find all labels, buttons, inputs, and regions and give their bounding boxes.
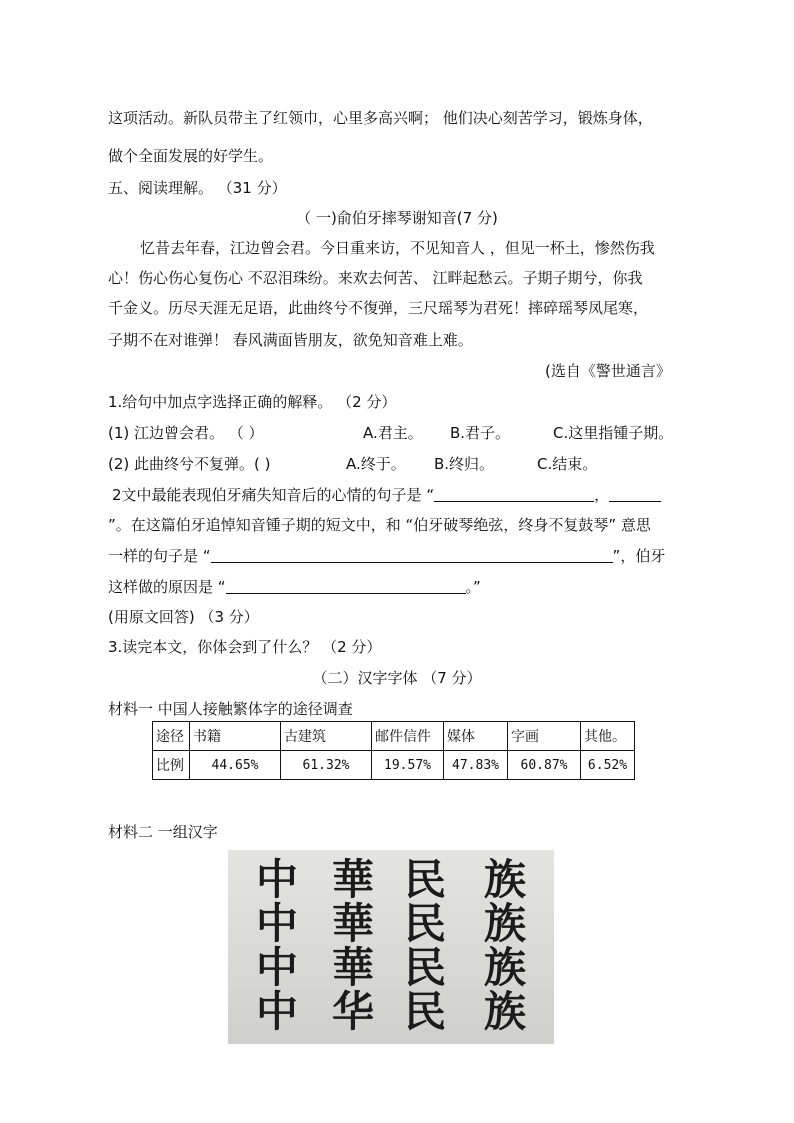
glyph: 华: [332, 987, 375, 1036]
passage-line-1: 忆昔去年春，江边曾会君。今日重来访，不见知音人 ，但见一杯土，惨然伤我: [140, 239, 655, 257]
glyph: 民: [404, 987, 447, 1036]
table-cell: 47.83%: [444, 751, 508, 780]
table-cell: 字画: [508, 722, 581, 751]
question-2-text: 这样做的原因是 “: [108, 578, 226, 596]
glyph: 中: [256, 987, 299, 1036]
table-cell: 古建筑: [281, 722, 372, 751]
option-c: C.结束。: [537, 455, 598, 473]
glyph: 族: [484, 899, 527, 948]
passage-line-4: 子期不在对谁弹！ 春风满面皆朋友，欲免知音难上难。: [108, 331, 473, 349]
section-2-title: （二）汉字字体 （7 分）: [312, 669, 482, 687]
glyph: 民: [404, 855, 447, 904]
table-cell: 其他。: [581, 722, 635, 751]
survey-table: [152, 721, 635, 780]
answer-blank[interactable]: [211, 548, 613, 563]
material-2-label: 材料二 一组汉字: [108, 823, 218, 841]
glyph: 族: [484, 987, 527, 1036]
passage-title: （ 一)俞伯牙摔琴谢知音(7 分): [296, 209, 498, 227]
question-1-1: [108, 423, 673, 443]
table-row: [153, 751, 635, 780]
table-cell: 61.32%: [281, 751, 372, 780]
table-cell: 书籍: [190, 722, 281, 751]
table-cell: 60.87%: [508, 751, 581, 780]
question-1-2-stem: (2) 此曲终兮不复弹。( ): [108, 455, 271, 473]
question-1-2: [108, 454, 597, 474]
question-2-line-4: [108, 577, 481, 597]
line-1: 这项活动。新队员带主了红领巾，心里多高兴啊； 他们决心刻苦学习，锻炼身体，: [108, 109, 653, 127]
answer-blank[interactable]: [434, 487, 594, 502]
table-cell: 比例: [153, 751, 190, 780]
question-2-text: 。”: [465, 578, 481, 596]
glyph: 華: [332, 899, 375, 948]
question-1: 1.给句中加点字选择正确的解释。 （2 分）: [108, 393, 397, 411]
question-2-text: ”，伯牙: [612, 547, 666, 565]
glyph: 族: [484, 943, 527, 992]
calligraphy-svg: [228, 850, 554, 1044]
passage-line-2: 心！伤心伤心复伤心 不忍泪珠纷。来欢去何苦、 江畔起愁云。子期子期兮，你我: [108, 269, 643, 287]
question-2-note: (用原文回答) （3 分）: [108, 608, 259, 626]
option-b: B.终归。: [434, 455, 495, 473]
table-cell: 19.57%: [372, 751, 444, 780]
glyph: 華: [332, 855, 375, 904]
comma: ，: [594, 486, 610, 504]
passage-line-3: 千金义。历尽天涯无足语，此曲终兮不復弹，三尺瑶琴为君死！摔碎瑶琴凤尾寒，: [108, 299, 649, 317]
question-1-1-stem: (1) 江边曾会君。 （ ）: [108, 424, 264, 442]
material-1-label: 材料一 中国人接触繁体字的途径调查: [108, 700, 353, 718]
table-row: [153, 722, 635, 751]
line-2: 做个全面发展的好学生。: [108, 147, 274, 165]
calligraphy-image: [228, 850, 554, 1044]
answer-blank[interactable]: [226, 579, 466, 594]
passage-source: (选自《警世通言》: [545, 362, 671, 380]
option-b: B.君子。: [450, 424, 511, 442]
question-3: 3.读完本文，你体会到了什么？ （2 分）: [108, 638, 382, 656]
question-2-text: 2文中最能表现伯牙痛失知音后的心情的句子是 “: [112, 486, 435, 504]
table-cell: 44.65%: [190, 751, 281, 780]
question-2-line-1: [112, 485, 661, 505]
question-2-line-2: ”。在这篇伯牙追悼知音锺子期的短文中，和 “伯牙破琴绝弦，终身不复鼓琴” 意思: [108, 516, 651, 534]
answer-blank[interactable]: [609, 487, 661, 502]
option-a: A.终于。: [346, 455, 406, 473]
section-5-heading: 五、阅读理解。 （31 分）: [108, 179, 287, 197]
glyph: 中: [256, 943, 299, 992]
table-cell: 邮件信件: [372, 722, 444, 751]
table-cell: 媒体: [444, 722, 508, 751]
option-a: A.君主。: [363, 424, 423, 442]
glyph: 華: [332, 943, 375, 992]
glyph: 民: [404, 899, 447, 948]
question-2-line-3: [108, 546, 665, 566]
question-2-text: 一样的句子是 “: [108, 547, 211, 565]
option-c: C.这里指锺子期。: [553, 424, 674, 442]
table-cell: 途径: [153, 722, 190, 751]
glyph: 中: [256, 855, 299, 904]
table-cell: 6.52%: [581, 751, 635, 780]
glyph: 民: [404, 943, 447, 992]
glyph: 中: [256, 899, 299, 948]
glyph: 族: [484, 855, 527, 904]
